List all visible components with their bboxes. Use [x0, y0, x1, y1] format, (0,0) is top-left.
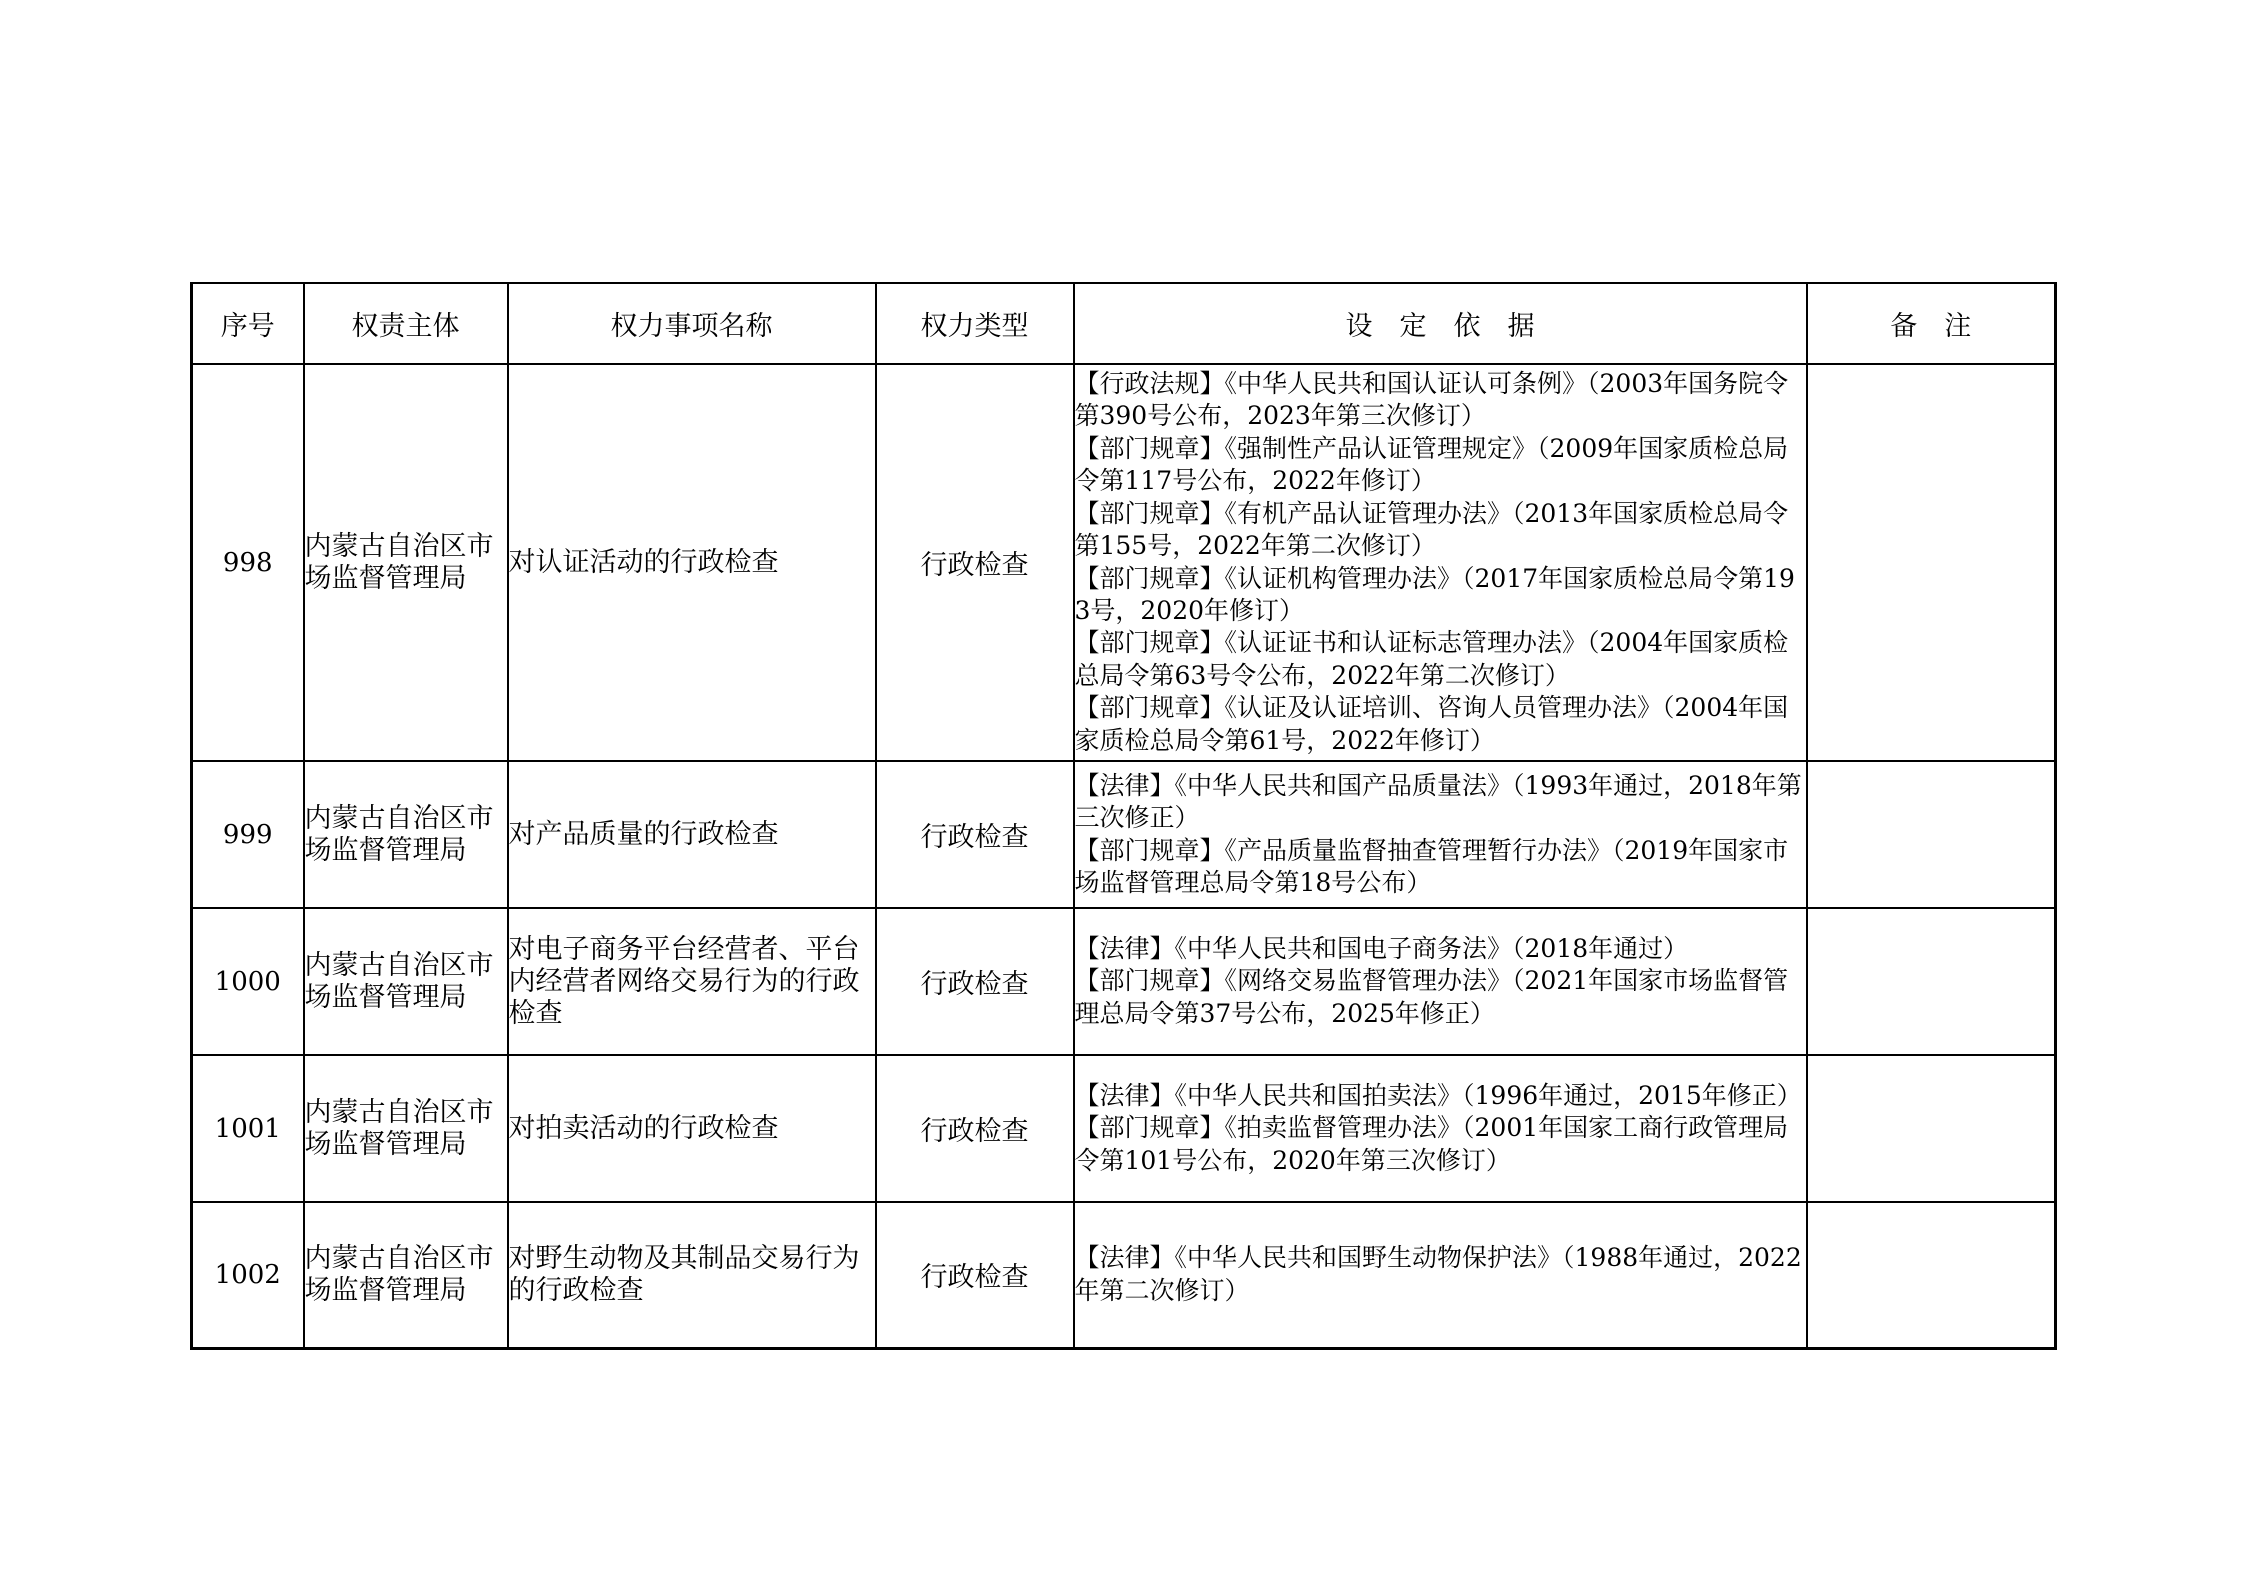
row-note — [1807, 908, 2056, 1055]
basis-entry: 【部门规章】《有机产品认证管理办法》（2013年国家质检总局令第155号，2022年第二次修订） — [1074, 498, 1789, 561]
basis-entry: 【法律】《中华人民共和国产品质量法》（1993年通过，2018年第三次修正） — [1074, 770, 1802, 833]
header-note: 备 注 — [1807, 283, 2056, 364]
table-row — [192, 908, 2056, 1055]
table-header-row — [192, 283, 2056, 364]
header-subject: 权责主体 — [304, 283, 508, 364]
row-subject: 内蒙古自治区市场监督管理局 — [304, 1055, 508, 1202]
basis-entry: 【部门规章】《认证及认证培训、咨询人员管理办法》（2004年国家质检总局令第61号，2022年修订） — [1074, 693, 1789, 755]
row-basis — [1074, 761, 1807, 908]
basis-entry: 【法律】《中华人民共和国野生动物保护法》（1988年通过，2022年第二次修订） — [1074, 1243, 1802, 1305]
row-name: 对认证活动的行政检查 — [508, 364, 876, 761]
row-type: 行政检查 — [876, 1202, 1074, 1348]
basis-entry: 【法律】《中华人民共和国电子商务法》（2018年通过） — [1074, 933, 1689, 963]
row-subject: 内蒙古自治区市场监督管理局 — [304, 1202, 508, 1348]
table-row — [192, 1202, 2056, 1348]
table-row — [192, 761, 2056, 908]
header-seq: 序号 — [192, 283, 304, 364]
row-seq: 1002 — [192, 1202, 304, 1348]
row-note — [1807, 364, 2056, 761]
row-note — [1807, 1055, 2056, 1202]
row-note — [1807, 1202, 2056, 1348]
row-seq: 999 — [192, 761, 304, 908]
row-name: 对产品质量的行政检查 — [508, 761, 876, 908]
row-name: 对电子商务平台经营者、平台内经营者网络交易行为的行政检查 — [508, 908, 876, 1055]
header-name: 权力事项名称 — [508, 283, 876, 364]
row-subject: 内蒙古自治区市场监督管理局 — [304, 364, 508, 761]
header-basis: 设 定 依 据 — [1074, 283, 1807, 364]
table-row — [192, 1055, 2056, 1202]
basis-entry: 【部门规章】《强制性产品认证管理规定》（2009年国家质检总局令第117号公布，2022年修订） — [1074, 433, 1789, 496]
basis-entry: 【部门规章】《网络交易监督管理办法》（2021年国家市场监督管理总局令第37号公布，2025年修正） — [1074, 966, 1789, 1028]
row-name: 对拍卖活动的行政检查 — [508, 1055, 876, 1202]
row-basis — [1074, 908, 1807, 1055]
table-row — [192, 364, 2056, 761]
basis-entry: 【部门规章】《产品质量监督抽查管理暂行办法》（2019年国家市场监督管理总局令第18号公布） — [1074, 835, 1789, 897]
row-basis — [1074, 1055, 1807, 1202]
basis-entry: 【部门规章】《拍卖监督管理办法》（2001年国家工商行政管理局令第101号公布，2020年第三次修订） — [1074, 1113, 1789, 1175]
basis-entry: 【法律】《中华人民共和国拍卖法》（1996年通过，2015年修正） — [1074, 1080, 1802, 1110]
basis-entry: 【部门规章】《认证机构管理办法》（2017年国家质检总局令第193号，2020年修订） — [1074, 563, 1795, 625]
basis-entry: 【行政法规】《中华人民共和国认证认可条例》（2003年国务院令第390号公布，2023年第三次修订） — [1074, 369, 1789, 431]
row-type: 行政检查 — [876, 908, 1074, 1055]
row-seq: 1000 — [192, 908, 304, 1055]
basis-entry: 【部门规章】《认证证书和认证标志管理办法》（2004年国家质检总局令第63号令公布，2022年第二次修订） — [1074, 628, 1789, 690]
row-subject: 内蒙古自治区市场监督管理局 — [304, 908, 508, 1055]
row-name: 对野生动物及其制品交易行为的行政检查 — [508, 1202, 876, 1348]
row-basis — [1074, 364, 1807, 761]
power-list-table — [190, 282, 2057, 1350]
row-type: 行政检查 — [876, 364, 1074, 761]
row-subject: 内蒙古自治区市场监督管理局 — [304, 761, 508, 908]
row-type: 行政检查 — [876, 1055, 1074, 1202]
row-type: 行政检查 — [876, 761, 1074, 908]
row-note — [1807, 761, 2056, 908]
row-basis — [1074, 1202, 1807, 1348]
row-seq: 1001 — [192, 1055, 304, 1202]
row-seq: 998 — [192, 364, 304, 761]
header-type: 权力类型 — [876, 283, 1074, 364]
